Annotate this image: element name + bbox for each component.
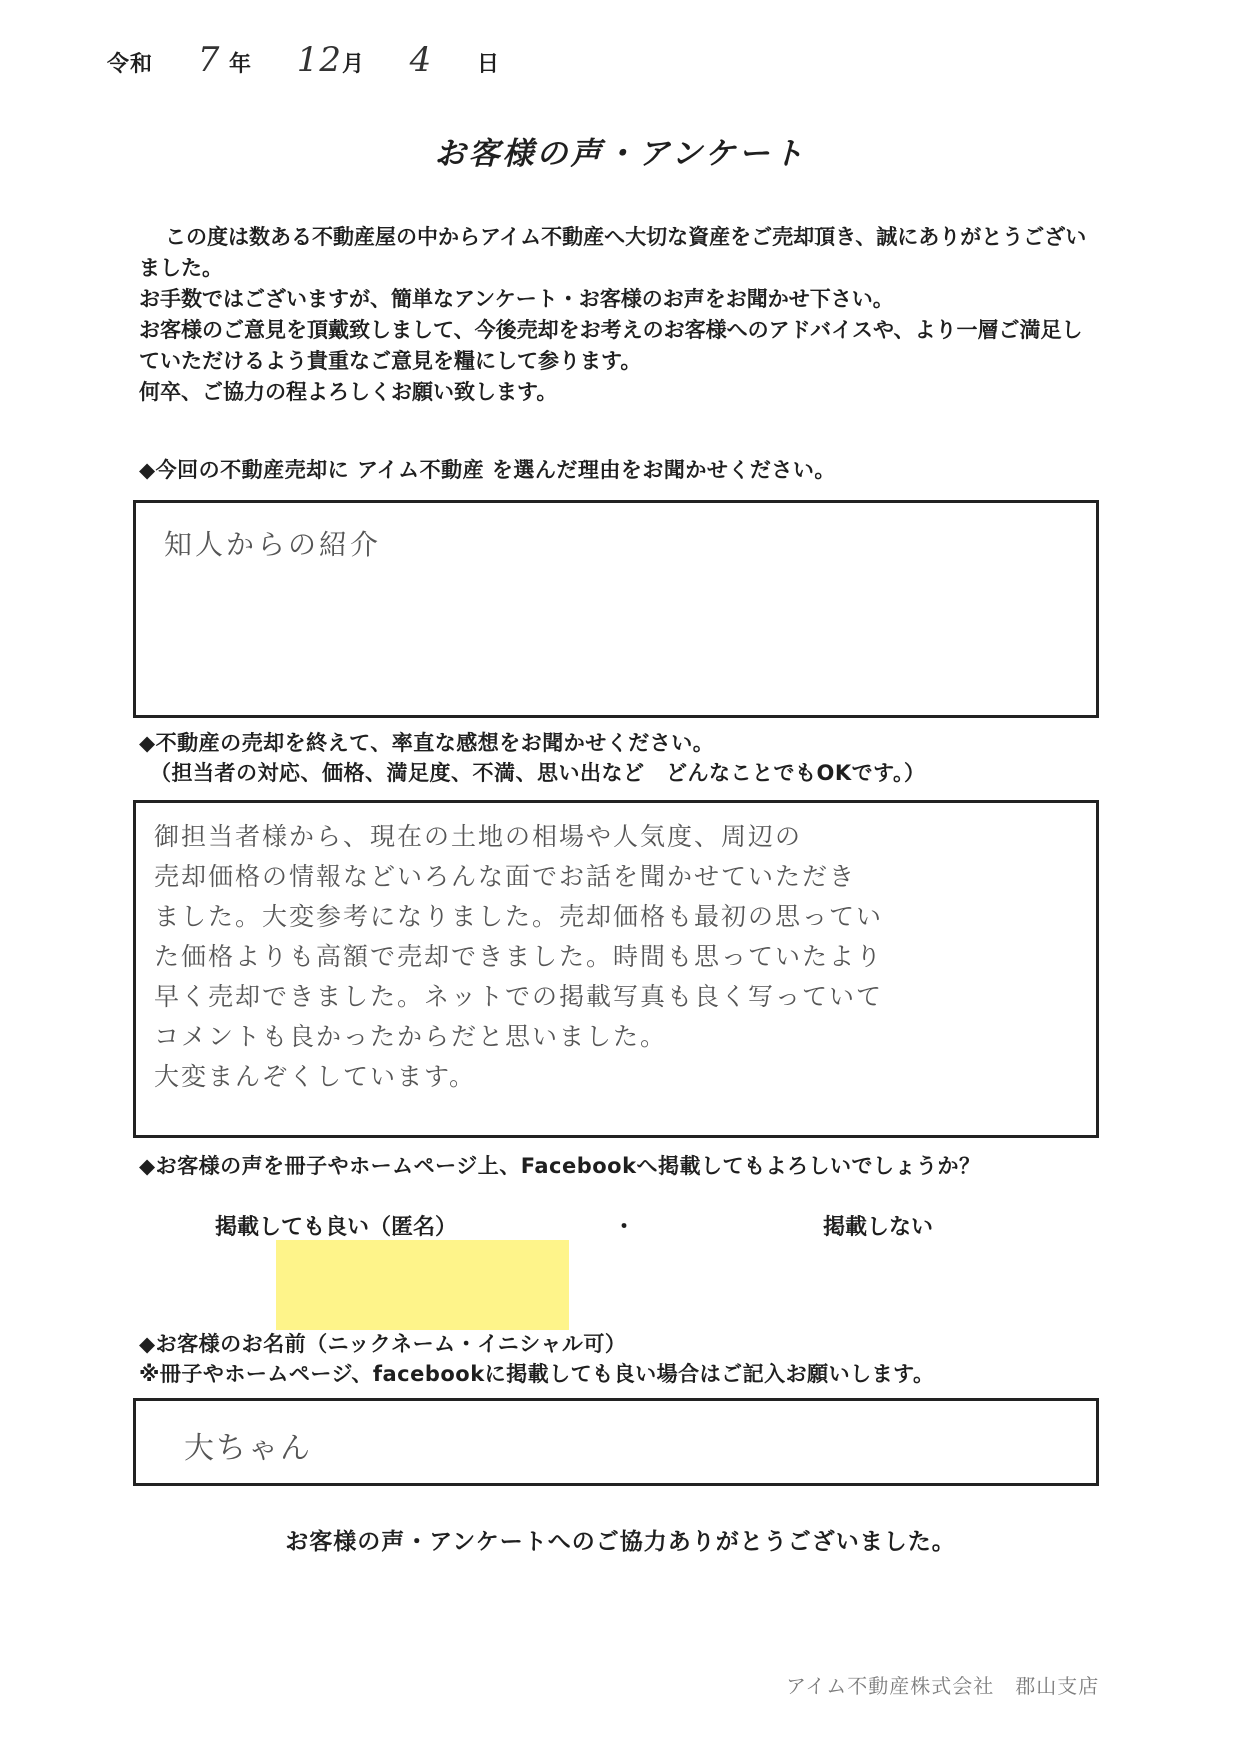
year-label: 年 — [229, 52, 253, 77]
intro-paragraph-2: お手数ではございますが、簡単なアンケート・お客様のお声をお聞かせ下さい。 — [139, 287, 894, 311]
question-4-answer: 大ちゃん — [184, 1431, 312, 1466]
answer-line: コメントも良かったからだと思いました。 — [154, 1022, 668, 1051]
intro-paragraph-3: お客様のご意見を頂戴致しまして、今後売却をお考えのお客様へのアドバイスや、より一層ご満足していただけるよう貴重なご意見を糧にして参ります。 — [139, 318, 1083, 373]
answer-line: た価格よりも高額で売却できました。時間も思っていたより — [154, 942, 884, 971]
question-1-answer-box[interactable] — [133, 500, 1099, 718]
question-4-sublabel: ※冊子やホームページ、facebookに掲載しても良い場合はご記入お願いします。 — [139, 1362, 935, 1386]
redaction-highlight — [276, 1240, 569, 1330]
option-deny-publish[interactable]: 掲載しない — [823, 1215, 934, 1240]
question-1-label: ◆今回の不動産売却に アイム不動産 を選んだ理由をお聞かせください。 — [139, 458, 836, 482]
intro-paragraph-1: この度は数ある不動産屋の中からアイム不動産へ大切な資産をご売却頂き、誠にありがとうございました。 — [139, 225, 1087, 280]
question-2-label: ◆不動産の売却を終えて、率直な感想をお聞かせください。 — [139, 731, 715, 755]
answer-line: ました。大変参考になりました。売却価格も最初の思ってい — [154, 902, 884, 931]
answer-line: 御担当者様から、現在の土地の相場や人気度、周辺の — [154, 822, 803, 851]
option-separator: ・ — [613, 1215, 636, 1240]
thanks-message: お客様の声・アンケートへのご協力ありがとうございました。 — [285, 1529, 956, 1555]
year-value: 7 — [197, 40, 221, 80]
day-label: 日 — [476, 52, 500, 77]
date-line — [107, 40, 500, 80]
question-2-answer — [154, 817, 1084, 1097]
option-allow-publish[interactable]: 掲載しても良い（匿名） — [215, 1215, 458, 1240]
answer-line: 早く売却できました。ネットでの掲載写真も良く写っていて — [154, 982, 884, 1011]
month-value: 12 — [296, 40, 342, 80]
answer-line: 大変まんぞくしています。 — [154, 1062, 477, 1091]
intro-paragraph-4: 何卒、ご協力の程よろしくお願い致します。 — [139, 380, 558, 404]
intro-text — [139, 222, 1099, 408]
question-3-label: ◆お客様の声を冊子やホームページ上、Facebookへ掲載してもよろしいでしょうか？ — [139, 1154, 981, 1178]
question-4-answer-box[interactable] — [133, 1398, 1099, 1486]
day-value: 4 — [409, 40, 433, 80]
month-label: 月 — [341, 52, 365, 77]
era-label: 令和 — [107, 52, 154, 77]
question-1-answer: 知人からの紹介 — [164, 528, 382, 561]
company-footer: アイム不動産株式会社 郡山支店 — [786, 1674, 1100, 1698]
answer-line: 売却価格の情報などいろんな面でお話を聞かせていただき — [154, 862, 857, 891]
question-4-label: ◆お客様のお名前（ニックネーム・イニシャル可） — [139, 1332, 627, 1356]
question-2-answer-box[interactable] — [133, 800, 1099, 1138]
page-title: お客様の声・アンケート — [434, 136, 807, 172]
question-2-sublabel: （担当者の対応、価格、満足度、不満、思い出など どんなことでもOKです。） — [150, 761, 926, 785]
